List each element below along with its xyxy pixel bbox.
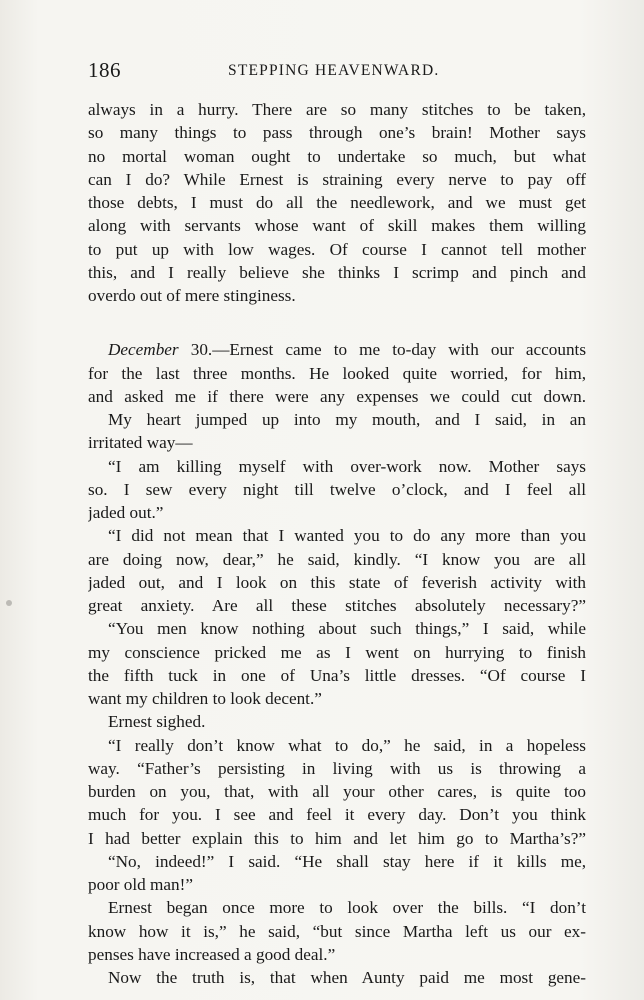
text-line: great anxiety. Are all these stitches absolutely necessary?”	[88, 596, 586, 615]
dated-entry-line	[88, 338, 586, 361]
running-title: STEPPING HEAVENWARD.	[228, 62, 440, 79]
text-line: for the last three months. He looked quite worried, for him,	[88, 363, 586, 383]
text-line: My heart jumped up into my mouth, and I said, in an	[108, 410, 586, 429]
text-line: Ernest sighed.	[108, 712, 206, 732]
text-line: jaded out, and I look on this state of feverish activity with	[88, 572, 586, 592]
text-line: along with servants whose want of skill makes them willing	[88, 216, 586, 236]
text-line: want my children to look decent.”	[88, 689, 322, 708]
text-line: and asked me if there were any expenses we could cut down.	[88, 386, 586, 406]
text-line: burden on you, that, with all your other cares, is quite too	[88, 782, 586, 801]
text-line: to put up with low wages. Of course I cannot tell mother	[88, 239, 586, 259]
text-line: I had better explain this to him and let him go to Martha’s?”	[88, 828, 586, 848]
text-line: “I really don’t know what to do,” he said, in a hopeless	[108, 735, 586, 755]
text-line: so many things to pass through one’s brain! Mother says	[88, 123, 586, 143]
text-line: the fifth tuck in one of Una’s little dresses. “Of course I	[88, 665, 586, 685]
text-line: Now the truth is, that when Aunty paid me most gene-	[108, 968, 586, 987]
text-line: “You men know nothing about such things,” I said, while	[108, 619, 586, 639]
text-line: Ernest began once more to look over the bills. “I don’t	[108, 898, 586, 918]
text-line: “I am killing myself with over-work now. Mother says	[108, 456, 586, 476]
margin-speck	[6, 600, 12, 606]
text-line: my conscience pricked me as I went on hurrying to finish	[88, 642, 586, 662]
page-number: 186	[88, 58, 121, 82]
text-line: overdo out of mere stinginess.	[88, 286, 296, 305]
running-head	[88, 58, 584, 86]
body-text	[88, 98, 586, 989]
text-line: penses have increased a good deal.”	[88, 944, 336, 964]
text-line: poor old man!”	[88, 875, 194, 894]
text-line: no mortal woman ought to undertake so much, but what	[88, 146, 586, 166]
section-gap	[88, 307, 586, 338]
text-line: can I do? While Ernest is straining every nerve to pay off	[88, 169, 586, 189]
text-line: always in a hurry. There are so many stitches to be taken,	[88, 100, 586, 119]
text-line: those debts, I must do all the needlework, and we must get	[88, 193, 586, 212]
text-line: irritated way—	[88, 433, 193, 453]
text-line: jaded out.”	[88, 503, 164, 522]
text-line: so. I sew every night till twelve o’clock, and I feel all	[88, 479, 586, 499]
text-line: way. “Father’s persisting in living with us is throwing a	[88, 758, 586, 778]
date-label: December	[108, 340, 179, 360]
text-line: this, and I really believe she thinks I scrimp and pinch and	[88, 262, 586, 282]
text-line: “No, indeed!” I said. “He shall stay here if it kills me,	[108, 851, 586, 871]
entry-text: 30.—Ernest came to me to-day with our accounts	[190, 340, 586, 360]
text-line: much for you. I see and feel it every day. Don’t you think	[88, 805, 586, 825]
text-line: know how it is,” he said, “but since Martha left us our ex-	[88, 921, 586, 941]
text-line: “I did not mean that I wanted you to do any more than you	[108, 526, 586, 546]
text-line: are doing now, dear,” he said, kindly. “I know you are all	[88, 549, 586, 569]
